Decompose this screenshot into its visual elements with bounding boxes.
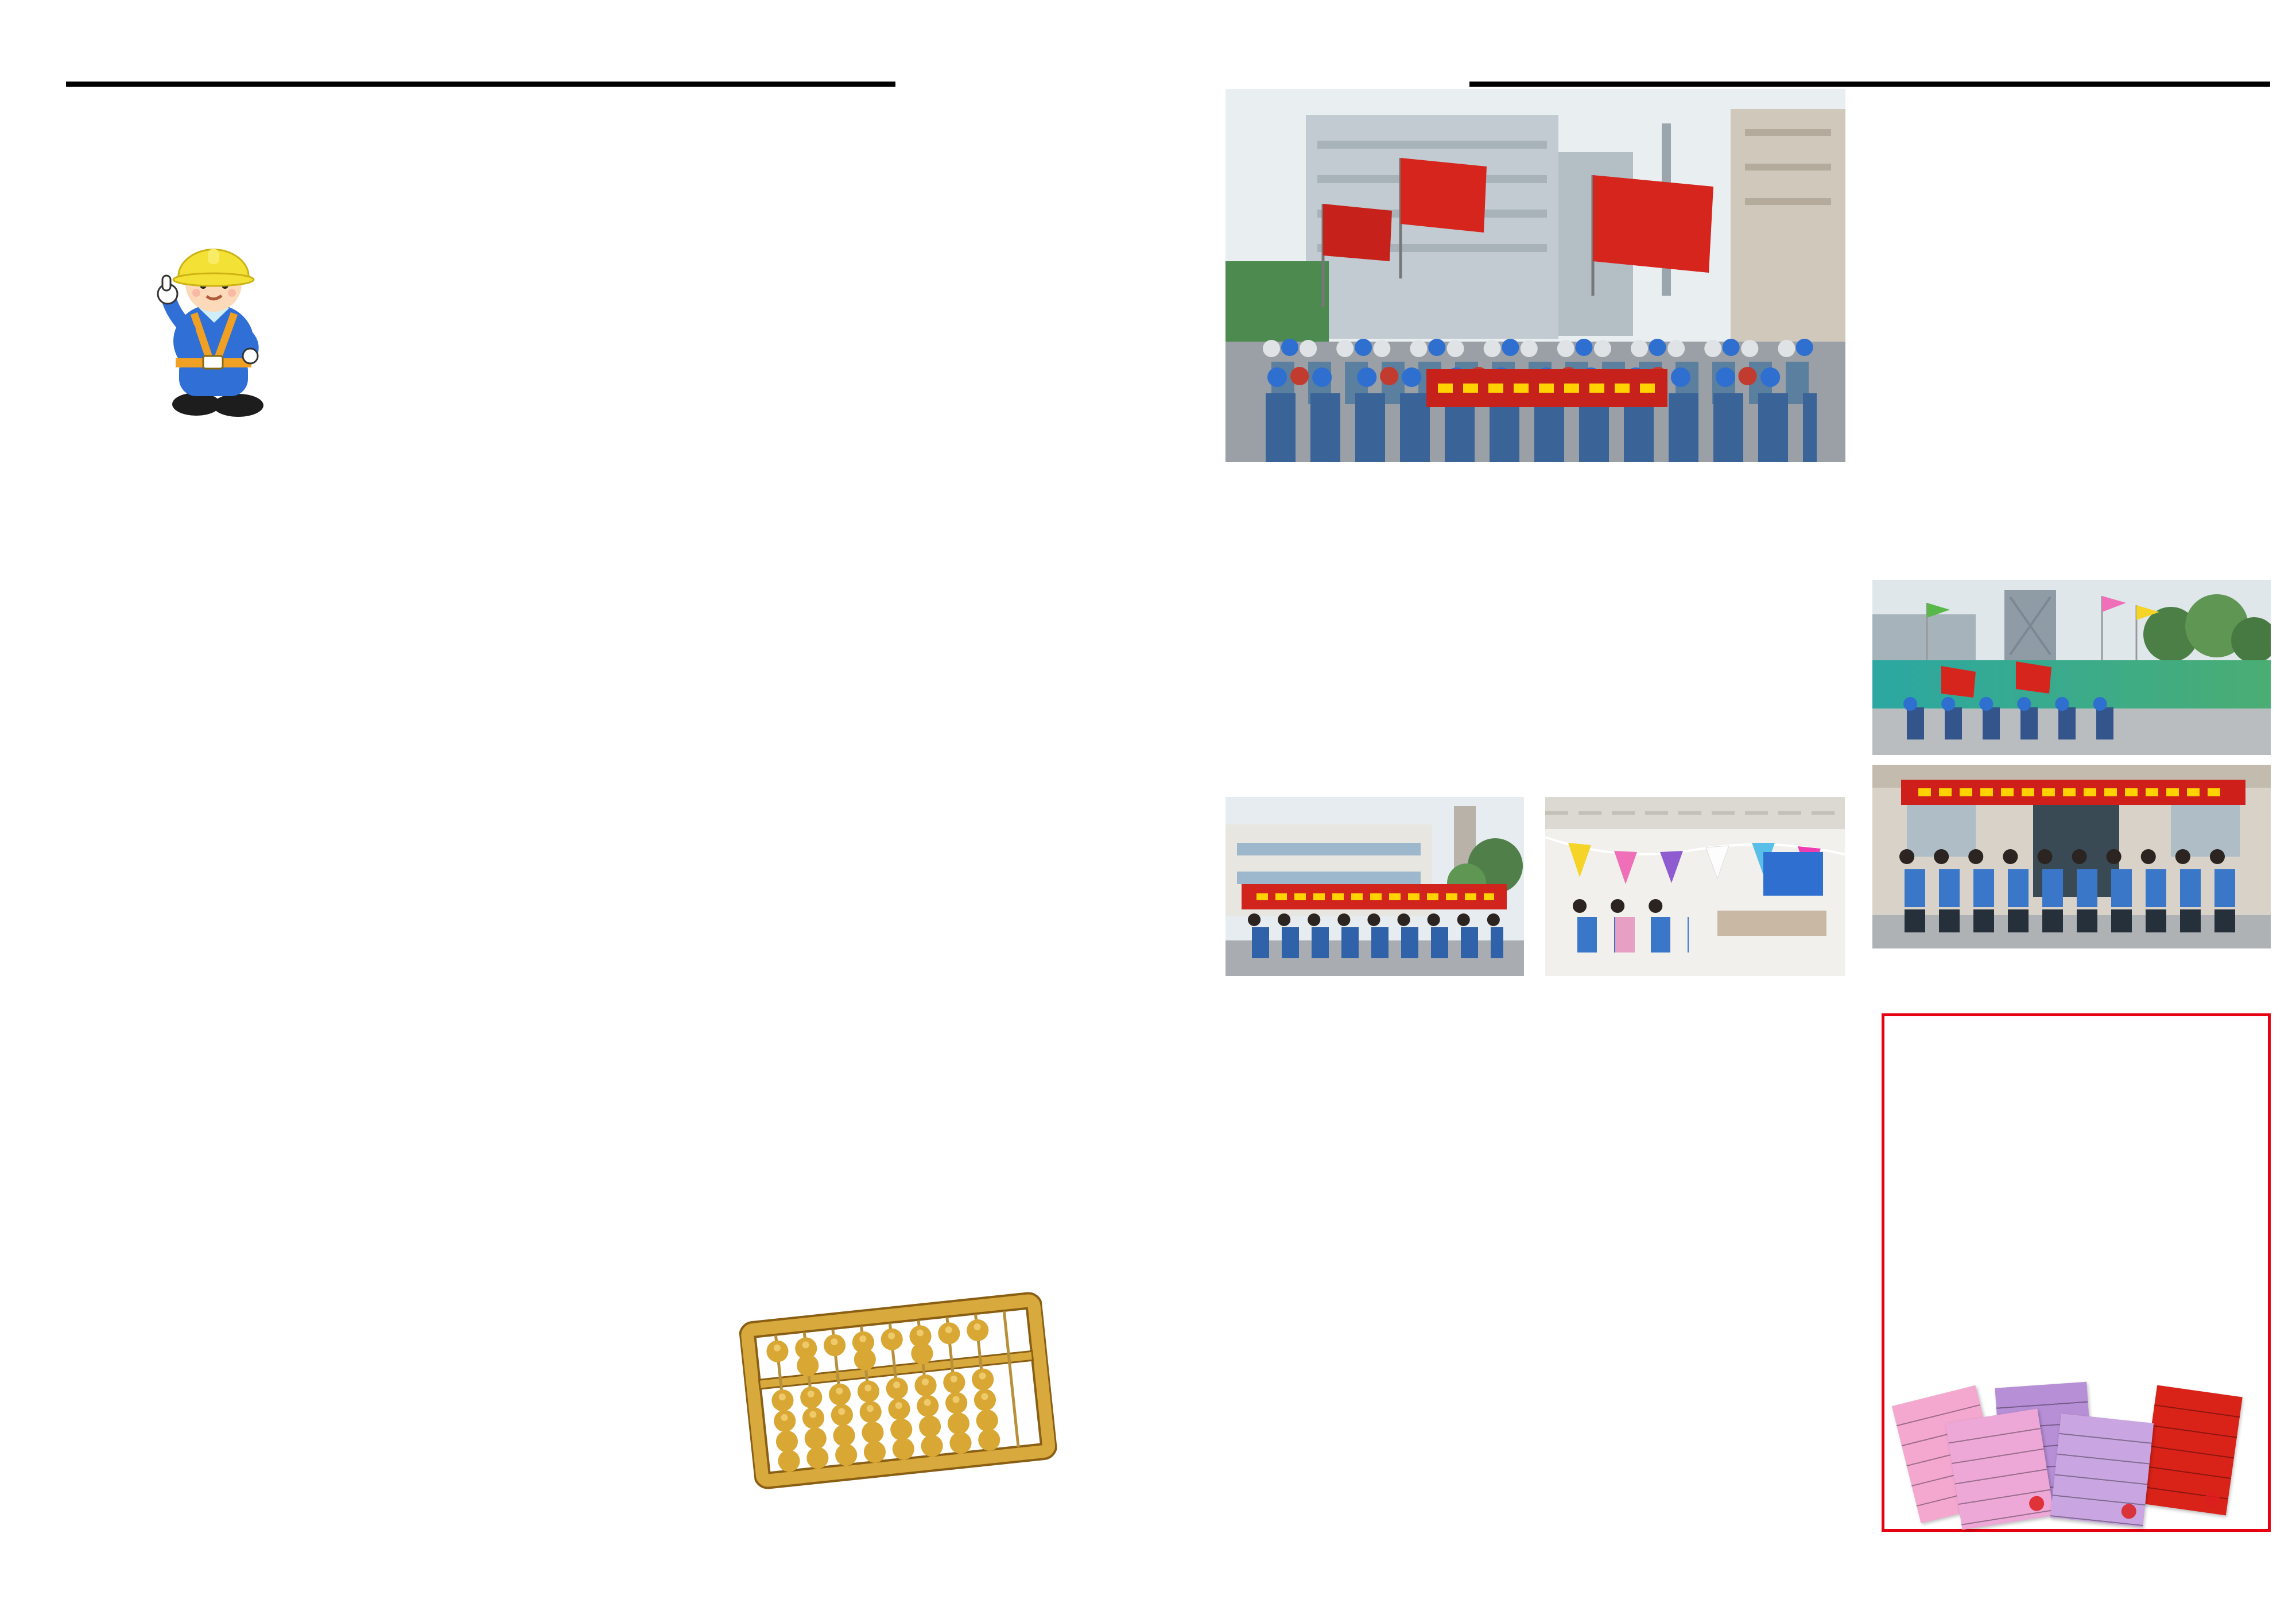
article-column-3 (742, 258, 1069, 1284)
article-ningdong (1872, 248, 2271, 570)
photo-mobilization-group (1225, 89, 1845, 462)
chengxin-article-box (1882, 1013, 2271, 1532)
certificate-letter (2050, 1414, 2154, 1527)
cartoon-worker-illustration (144, 229, 281, 419)
article-lita-col-2 (1442, 1078, 1640, 1533)
article-chengxin (1905, 1117, 2250, 1387)
article-lita-col-3 (1658, 1078, 1846, 1533)
article-column-1 (55, 434, 382, 1585)
photo-flag-march (1872, 580, 2271, 755)
article-yangchun-col-b (1545, 604, 1845, 787)
article-lita-col-1 (1225, 1078, 1424, 1533)
photo-activity-pennants (1545, 797, 1845, 976)
certificate-letter (1945, 1408, 2054, 1530)
certificate-letter (2140, 1385, 2242, 1516)
header-rule (1469, 82, 2270, 87)
photo-certificates (1902, 1384, 2252, 1519)
header-rule (66, 82, 895, 87)
article-yangchun-col-a (1225, 604, 1524, 787)
headline-ningdong (1868, 100, 2271, 168)
abacus-illustration (736, 1276, 1060, 1508)
photo-blue-team (1872, 765, 2271, 948)
photo-banner-lineup (1225, 797, 1524, 976)
article-column-2 (401, 258, 728, 1533)
